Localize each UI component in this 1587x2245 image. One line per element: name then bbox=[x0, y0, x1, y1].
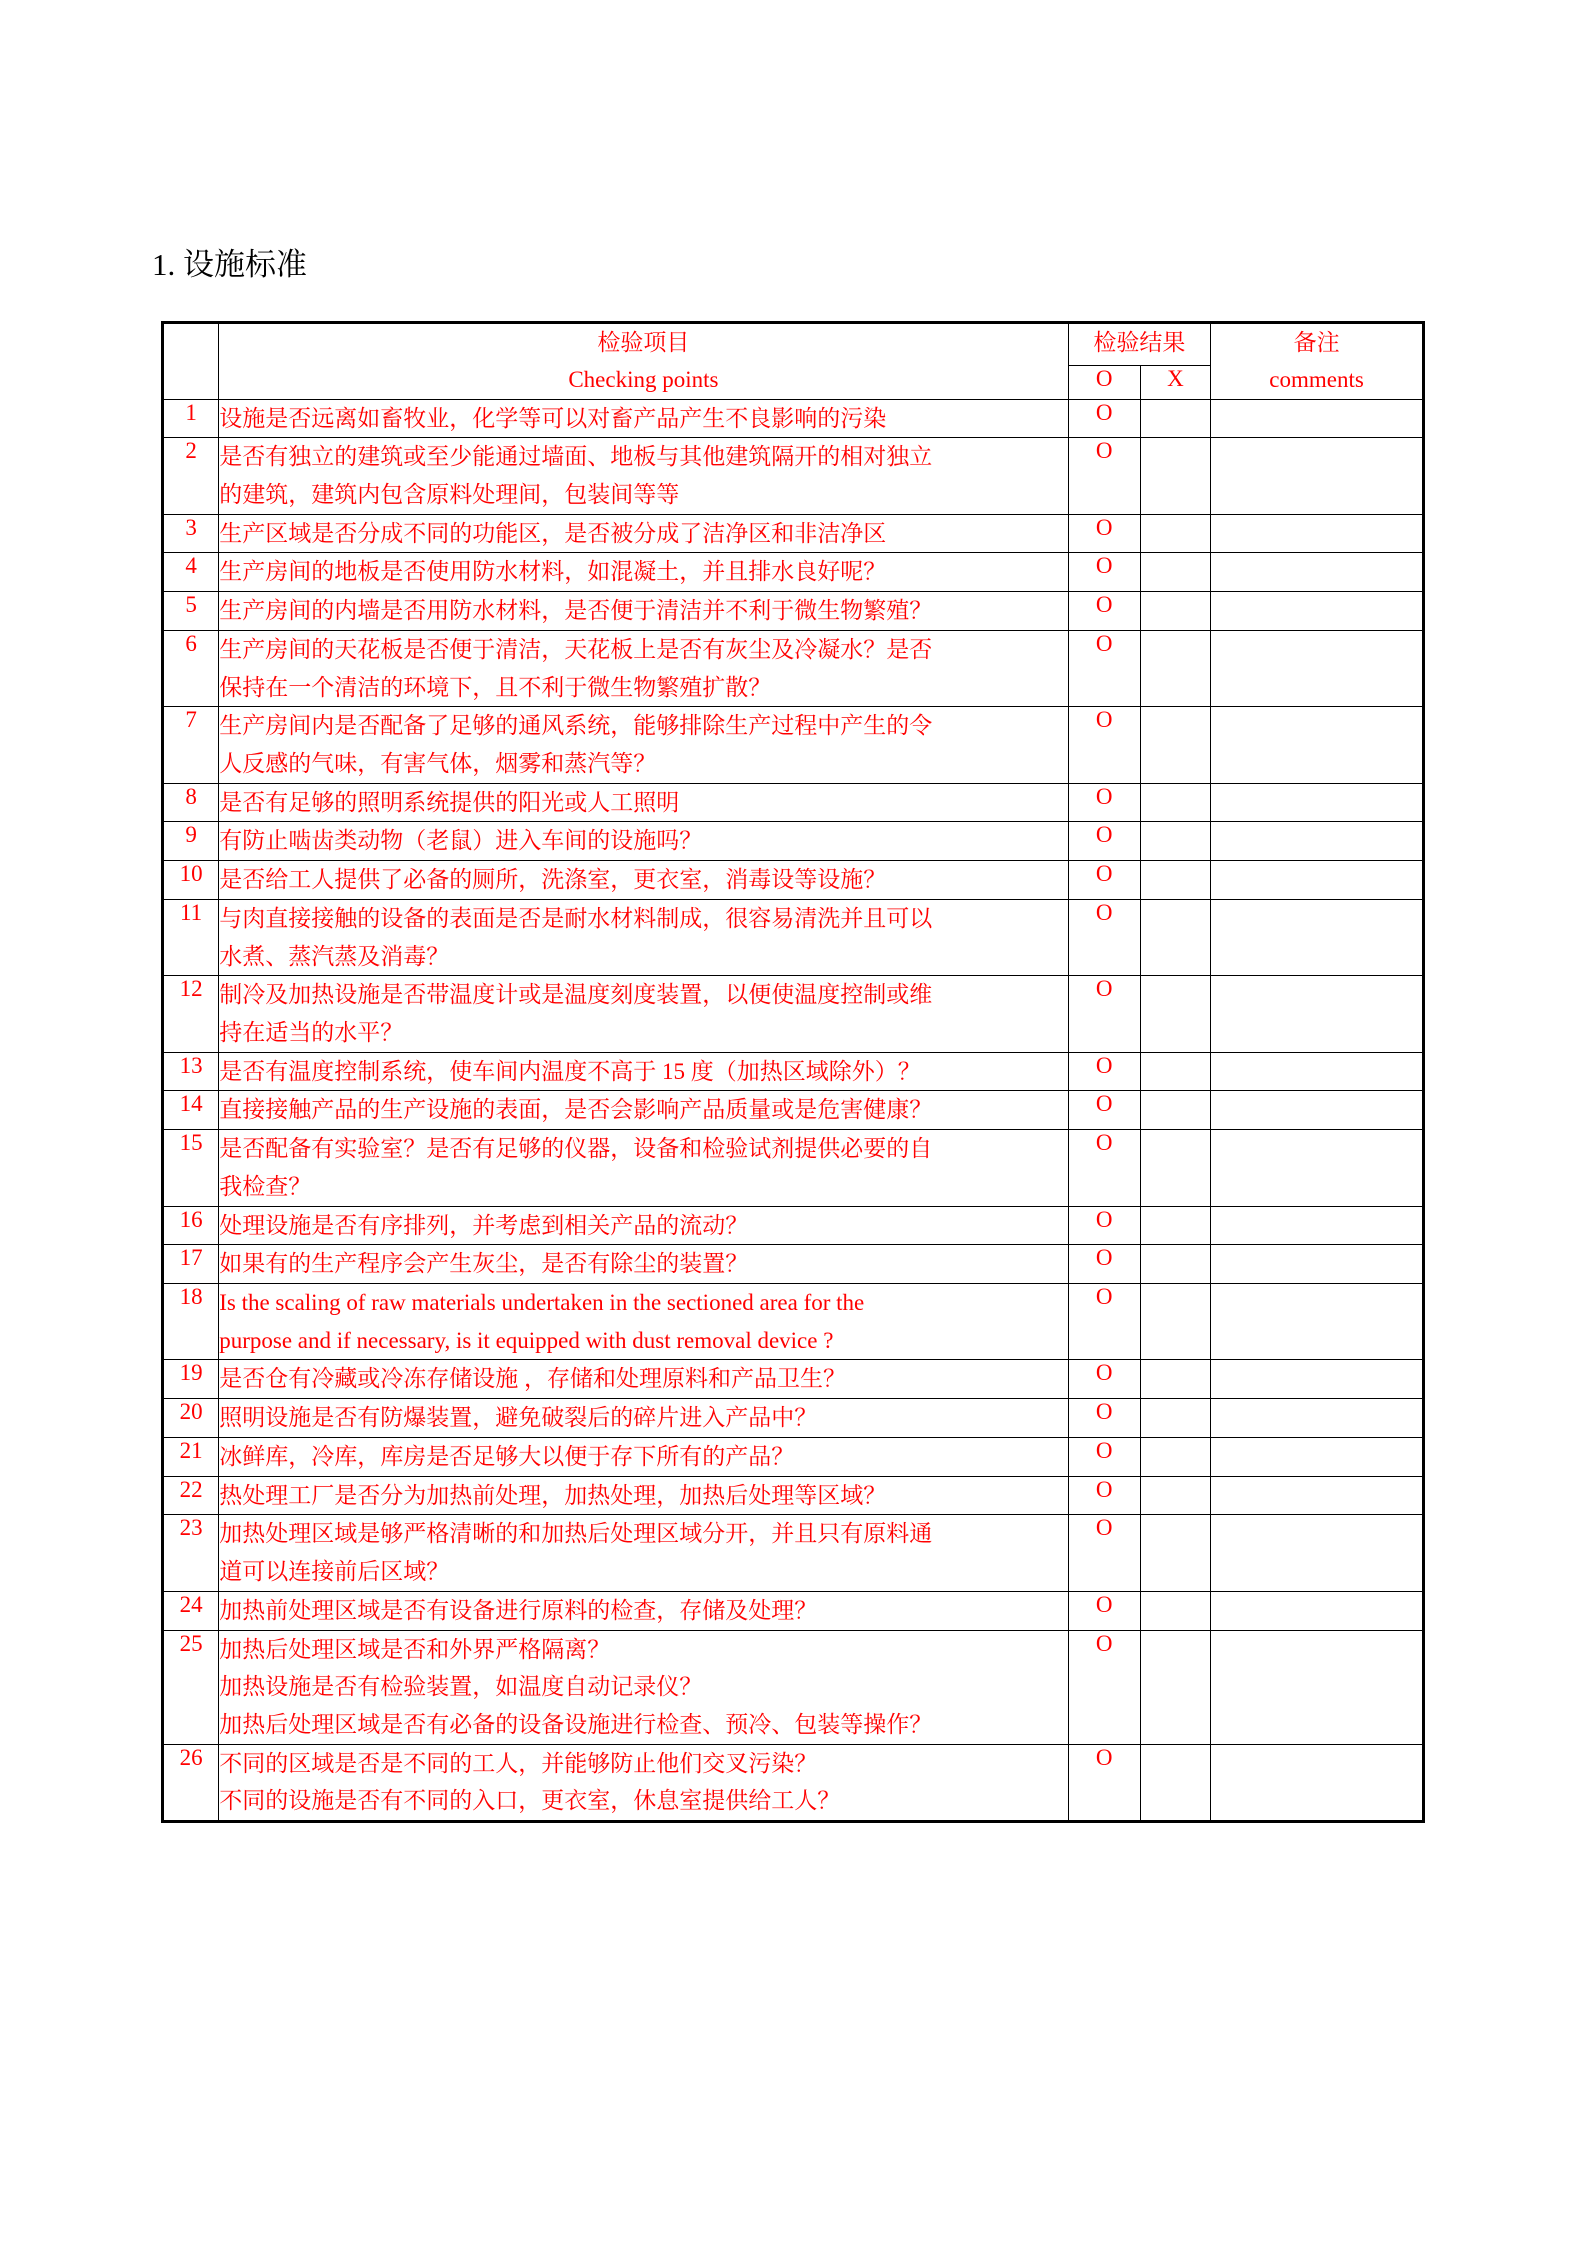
checking-point-line: 不同的设施是否有不同的入口，更衣室，休息室提供给工人？ bbox=[219, 1788, 841, 1814]
checking-point-line: 不同的区域是否是不同的工人，并能够防止他们交叉污染？ bbox=[219, 1750, 818, 1776]
table-row bbox=[163, 783, 1424, 822]
result-x-cell[interactable] bbox=[1140, 592, 1210, 631]
result-x-cell[interactable] bbox=[1140, 822, 1210, 861]
table-row bbox=[163, 1091, 1424, 1130]
result-x-cell[interactable] bbox=[1140, 399, 1210, 438]
result-x-cell[interactable] bbox=[1140, 899, 1210, 975]
result-o-cell[interactable]: O bbox=[1068, 899, 1140, 975]
checking-point-text bbox=[219, 1437, 1068, 1476]
checking-point-text bbox=[219, 1206, 1068, 1245]
checking-point-text bbox=[219, 1515, 1068, 1591]
result-x-cell[interactable] bbox=[1140, 1245, 1210, 1284]
result-o-cell[interactable]: O bbox=[1068, 783, 1140, 822]
result-x-cell[interactable] bbox=[1140, 1360, 1210, 1399]
checking-point-text bbox=[219, 822, 1068, 861]
comments-cell[interactable] bbox=[1211, 1245, 1424, 1284]
comments-cell[interactable] bbox=[1211, 1052, 1424, 1091]
checking-point-line: 加热后处理区域是否有必备的设备设施进行检查、预冷、包装等操作？ bbox=[219, 1711, 933, 1737]
result-x-cell[interactable] bbox=[1140, 1206, 1210, 1245]
comments-cell[interactable] bbox=[1211, 553, 1424, 592]
checking-point-text bbox=[219, 1630, 1068, 1744]
checking-point-line: 保持在一个清洁的环境下，且不利于微生物繁殖扩散？ bbox=[219, 674, 772, 700]
comments-cell[interactable] bbox=[1211, 783, 1424, 822]
row-number: 21 bbox=[163, 1437, 219, 1476]
result-o-cell[interactable]: O bbox=[1068, 1091, 1140, 1130]
table-row bbox=[163, 1399, 1424, 1438]
result-o-cell[interactable]: O bbox=[1068, 822, 1140, 861]
table-row bbox=[163, 1206, 1424, 1245]
header-comments-en: comments bbox=[1269, 367, 1364, 393]
row-number: 17 bbox=[163, 1245, 219, 1284]
table-row bbox=[163, 399, 1424, 438]
row-number: 7 bbox=[163, 707, 219, 783]
table-row bbox=[163, 707, 1424, 783]
result-x-cell[interactable] bbox=[1140, 1476, 1210, 1515]
result-o-cell[interactable]: O bbox=[1068, 592, 1140, 631]
checking-point-text bbox=[219, 438, 1068, 514]
result-o-cell[interactable]: O bbox=[1068, 1476, 1140, 1515]
result-o-cell[interactable]: O bbox=[1068, 1245, 1140, 1284]
comments-cell[interactable] bbox=[1211, 1630, 1424, 1744]
comments-cell[interactable] bbox=[1211, 1476, 1424, 1515]
result-o-cell[interactable]: O bbox=[1068, 1744, 1140, 1821]
table-row bbox=[163, 553, 1424, 592]
checking-point-line: 是否有温度控制系统，使车间内温度不高于 15 度（加热区域除外）？ bbox=[219, 1058, 921, 1084]
row-number: 11 bbox=[163, 899, 219, 975]
checking-point-text bbox=[219, 1091, 1068, 1130]
result-o-cell[interactable]: O bbox=[1068, 1630, 1140, 1744]
result-o-cell[interactable]: O bbox=[1068, 630, 1140, 706]
checking-point-text bbox=[219, 514, 1068, 553]
header-result-x: X bbox=[1140, 366, 1210, 399]
row-number: 3 bbox=[163, 514, 219, 553]
table-body bbox=[163, 399, 1424, 1822]
header-inspection-result: 检验结果 bbox=[1068, 323, 1211, 366]
comments-cell[interactable] bbox=[1211, 861, 1424, 900]
result-x-cell[interactable] bbox=[1140, 976, 1210, 1052]
result-x-cell[interactable] bbox=[1140, 707, 1210, 783]
row-number: 10 bbox=[163, 861, 219, 900]
checking-point-text bbox=[219, 399, 1068, 438]
header-checking-points-cn: 检验项目 bbox=[597, 330, 690, 355]
checking-point-line: 是否仓有冷藏或冷冻存储设施 ，存储和处理原料和产品卫生？ bbox=[219, 1366, 846, 1392]
table-row bbox=[163, 438, 1424, 514]
result-x-cell[interactable] bbox=[1140, 514, 1210, 553]
comments-cell[interactable] bbox=[1211, 707, 1424, 783]
checking-point-line: Is the scaling of raw materials undertaken in the sectioned area for the bbox=[219, 1290, 865, 1316]
comments-cell[interactable] bbox=[1211, 1206, 1424, 1245]
result-x-cell[interactable] bbox=[1140, 783, 1210, 822]
result-x-cell[interactable] bbox=[1140, 1744, 1210, 1821]
checking-point-text bbox=[219, 1245, 1068, 1284]
table-row bbox=[163, 1437, 1424, 1476]
result-o-cell[interactable]: O bbox=[1068, 1206, 1140, 1245]
row-number: 9 bbox=[163, 822, 219, 861]
checking-point-line: 加热处理区域是够严格清晰的和加热后处理区域分开，并且只有原料通 bbox=[219, 1521, 933, 1547]
checking-point-text bbox=[219, 553, 1068, 592]
checking-point-line: 是否给工人提供了必备的厕所，洗涤室，更衣室，消毒设等设施？ bbox=[219, 867, 887, 893]
header-number-column bbox=[163, 323, 219, 400]
row-number: 15 bbox=[163, 1130, 219, 1206]
row-number: 19 bbox=[163, 1360, 219, 1399]
table-row bbox=[163, 1284, 1424, 1360]
result-o-cell[interactable]: O bbox=[1068, 1437, 1140, 1476]
row-number: 18 bbox=[163, 1284, 219, 1360]
header-checking-points-en: Checking points bbox=[568, 367, 719, 393]
result-o-cell[interactable]: O bbox=[1068, 1591, 1140, 1630]
checking-point-text bbox=[219, 1476, 1068, 1515]
comments-cell[interactable] bbox=[1211, 1437, 1424, 1476]
checking-point-line: 持在适当的水平？ bbox=[219, 1020, 404, 1045]
row-number: 14 bbox=[163, 1091, 219, 1130]
checking-point-line: 我检查？ bbox=[219, 1173, 312, 1199]
checking-point-line: 生产房间的天花板是否便于清洁，天花板上是否有灰尘及冷凝水？是否 bbox=[219, 636, 933, 662]
checking-point-line: 生产房间的地板是否使用防水材料，如混凝土，并且排水良好呢？ bbox=[219, 559, 887, 585]
page-title: 1. 设施标准 bbox=[152, 247, 307, 282]
checking-point-line: 与肉直接接触的设备的表面是否是耐水材料制成，很容易清洗并且可以 bbox=[219, 905, 933, 931]
comments-cell[interactable] bbox=[1211, 438, 1424, 514]
row-number: 5 bbox=[163, 592, 219, 631]
checking-point-text bbox=[219, 976, 1068, 1052]
row-number: 26 bbox=[163, 1744, 219, 1821]
result-x-cell[interactable] bbox=[1140, 1091, 1210, 1130]
checking-point-line: 水煮、蒸汽蒸及消毒？ bbox=[219, 943, 450, 969]
result-o-cell[interactable]: O bbox=[1068, 1284, 1140, 1360]
checking-point-text bbox=[219, 1052, 1068, 1091]
row-number: 2 bbox=[163, 438, 219, 514]
checking-point-text bbox=[219, 899, 1068, 975]
checking-point-line: 热处理工厂是否分为加热前处理，加热处理，加热后处理等区域？ bbox=[219, 1482, 887, 1508]
result-o-cell[interactable]: O bbox=[1068, 438, 1140, 514]
row-number: 22 bbox=[163, 1476, 219, 1515]
result-o-cell[interactable]: O bbox=[1068, 1399, 1140, 1438]
checking-point-line: 是否配备有实验室？是否有足够的仪器，设备和检验试剂提供必要的自 bbox=[219, 1136, 933, 1162]
result-o-cell[interactable]: O bbox=[1068, 553, 1140, 592]
row-number: 8 bbox=[163, 783, 219, 822]
checking-point-line: 是否有独立的建筑或至少能通过墙面、地板与其他建筑隔开的相对独立 bbox=[219, 444, 933, 470]
checking-point-text bbox=[219, 861, 1068, 900]
header-comments-cn: 备注 bbox=[1293, 330, 1340, 355]
checking-point-text bbox=[219, 1284, 1068, 1360]
header-comments bbox=[1211, 323, 1424, 400]
result-o-cell[interactable]: O bbox=[1068, 1515, 1140, 1591]
result-x-cell[interactable] bbox=[1140, 1399, 1210, 1438]
checking-point-line: 生产区域是否分成不同的功能区，是否被分成了洁净区和非洁净区 bbox=[219, 520, 887, 546]
row-number: 4 bbox=[163, 553, 219, 592]
comments-cell[interactable] bbox=[1211, 1591, 1424, 1630]
header-checking-points bbox=[219, 323, 1068, 400]
result-x-cell[interactable] bbox=[1140, 1630, 1210, 1744]
table-row bbox=[163, 1052, 1424, 1091]
comments-cell[interactable] bbox=[1211, 822, 1424, 861]
table-header-row-1 bbox=[163, 323, 1424, 366]
checking-point-line: purpose and if necessary, is it equipped with dust removal device ? bbox=[219, 1327, 834, 1353]
comments-cell[interactable] bbox=[1211, 1284, 1424, 1360]
row-number: 1 bbox=[163, 399, 219, 438]
result-x-cell[interactable] bbox=[1140, 861, 1210, 900]
checking-point-line: 制冷及加热设施是否带温度计或是温度刻度装置，以便使温度控制或维 bbox=[219, 982, 933, 1008]
comments-cell[interactable] bbox=[1211, 399, 1424, 438]
checking-point-text bbox=[219, 707, 1068, 783]
comments-cell[interactable] bbox=[1211, 976, 1424, 1052]
checking-point-line: 生产房间内是否配备了足够的通风系统，能够排除生产过程中产生的令 bbox=[219, 713, 933, 739]
comments-cell[interactable] bbox=[1211, 1515, 1424, 1591]
row-number: 6 bbox=[163, 630, 219, 706]
result-o-cell[interactable]: O bbox=[1068, 399, 1140, 438]
checking-point-line: 照明设施是否有防爆装置，避免破裂后的碎片进入产品中？ bbox=[219, 1405, 818, 1431]
result-x-cell[interactable] bbox=[1140, 1515, 1210, 1591]
checking-point-text bbox=[219, 630, 1068, 706]
table-row bbox=[163, 630, 1424, 706]
result-o-cell[interactable]: O bbox=[1068, 707, 1140, 783]
table-row bbox=[163, 899, 1424, 975]
result-x-cell[interactable] bbox=[1140, 1284, 1210, 1360]
result-o-cell[interactable]: O bbox=[1068, 1360, 1140, 1399]
table-row bbox=[163, 1245, 1424, 1284]
result-o-cell[interactable]: O bbox=[1068, 1052, 1140, 1091]
comments-cell[interactable] bbox=[1211, 1744, 1424, 1821]
result-x-cell[interactable] bbox=[1140, 1052, 1210, 1091]
checking-point-line: 冰鲜库，冷库，库房是否足够大以便于存下所有的产品？ bbox=[219, 1443, 795, 1469]
checking-point-line: 处理设施是否有序排列，并考虑到相关产品的流动？ bbox=[219, 1212, 749, 1238]
checking-point-line: 人反感的气味，有害气体，烟雾和蒸汽等？ bbox=[219, 750, 657, 776]
result-x-cell[interactable] bbox=[1140, 553, 1210, 592]
row-number: 23 bbox=[163, 1515, 219, 1591]
checking-point-line: 加热设施是否有检验装置，如温度自动记录仪？ bbox=[219, 1674, 703, 1700]
checking-point-line: 如果有的生产程序会产生灰尘，是否有除尘的装置？ bbox=[219, 1251, 749, 1277]
table-row bbox=[163, 861, 1424, 900]
table-header bbox=[163, 323, 1424, 400]
header-result-o: O bbox=[1068, 366, 1140, 399]
table-row bbox=[163, 1360, 1424, 1399]
checking-point-line: 生产房间的内墙是否用防水材料，是否便于清洁并不利于微生物繁殖？ bbox=[219, 598, 933, 624]
comments-cell[interactable] bbox=[1211, 1130, 1424, 1206]
checking-point-line: 是否有足够的照明系统提供的阳光或人工照明 bbox=[219, 789, 680, 815]
checking-point-text bbox=[219, 783, 1068, 822]
table-row bbox=[163, 1130, 1424, 1206]
result-x-cell[interactable] bbox=[1140, 1130, 1210, 1206]
comments-cell[interactable] bbox=[1211, 630, 1424, 706]
table-row bbox=[163, 592, 1424, 631]
table-row bbox=[163, 1630, 1424, 1744]
table-row bbox=[163, 1515, 1424, 1591]
checking-point-text bbox=[219, 1399, 1068, 1438]
table-row bbox=[163, 822, 1424, 861]
checking-point-text bbox=[219, 1591, 1068, 1630]
inspection-checklist-table-wrapper bbox=[161, 321, 1425, 1823]
result-x-cell[interactable] bbox=[1140, 1591, 1210, 1630]
row-number: 12 bbox=[163, 976, 219, 1052]
result-o-cell[interactable]: O bbox=[1068, 514, 1140, 553]
row-number: 24 bbox=[163, 1591, 219, 1630]
comments-cell[interactable] bbox=[1211, 899, 1424, 975]
checking-point-text bbox=[219, 1744, 1068, 1821]
result-x-cell[interactable] bbox=[1140, 1437, 1210, 1476]
comments-cell[interactable] bbox=[1211, 592, 1424, 631]
table-row bbox=[163, 1591, 1424, 1630]
checking-point-text bbox=[219, 592, 1068, 631]
checking-point-line: 设施是否远离如畜牧业，化学等可以对畜产品产生不良影响的污染 bbox=[219, 405, 887, 431]
comments-cell[interactable] bbox=[1211, 514, 1424, 553]
row-number: 16 bbox=[163, 1206, 219, 1245]
result-x-cell[interactable] bbox=[1140, 438, 1210, 514]
checking-point-line: 的建筑，建筑内包含原料处理间，包装间等等 bbox=[219, 481, 680, 507]
checking-point-line: 加热后处理区域是否和外界严格隔离？ bbox=[219, 1636, 611, 1662]
checking-point-line: 道可以连接前后区域？ bbox=[219, 1559, 450, 1585]
result-x-cell[interactable] bbox=[1140, 630, 1210, 706]
result-o-cell[interactable]: O bbox=[1068, 1130, 1140, 1206]
row-number: 20 bbox=[163, 1399, 219, 1438]
result-o-cell[interactable]: O bbox=[1068, 976, 1140, 1052]
comments-cell[interactable] bbox=[1211, 1399, 1424, 1438]
checking-point-text bbox=[219, 1360, 1068, 1399]
table-row bbox=[163, 1744, 1424, 1821]
comments-cell[interactable] bbox=[1211, 1360, 1424, 1399]
checking-point-text bbox=[219, 1130, 1068, 1206]
checking-point-line: 加热前处理区域是否有设备进行原料的检查，存储及处理？ bbox=[219, 1597, 818, 1623]
inspection-checklist-table bbox=[161, 321, 1425, 1823]
checking-point-line: 有防止啮齿类动物（老鼠）进入车间的设施吗？ bbox=[219, 828, 703, 854]
comments-cell[interactable] bbox=[1211, 1091, 1424, 1130]
table-row bbox=[163, 976, 1424, 1052]
table-row bbox=[163, 1476, 1424, 1515]
row-number: 13 bbox=[163, 1052, 219, 1091]
checking-point-line: 直接接触产品的生产设施的表面，是否会影响产品质量或是危害健康？ bbox=[219, 1097, 933, 1123]
row-number: 25 bbox=[163, 1630, 219, 1744]
table-row bbox=[163, 514, 1424, 553]
result-o-cell[interactable]: O bbox=[1068, 861, 1140, 900]
